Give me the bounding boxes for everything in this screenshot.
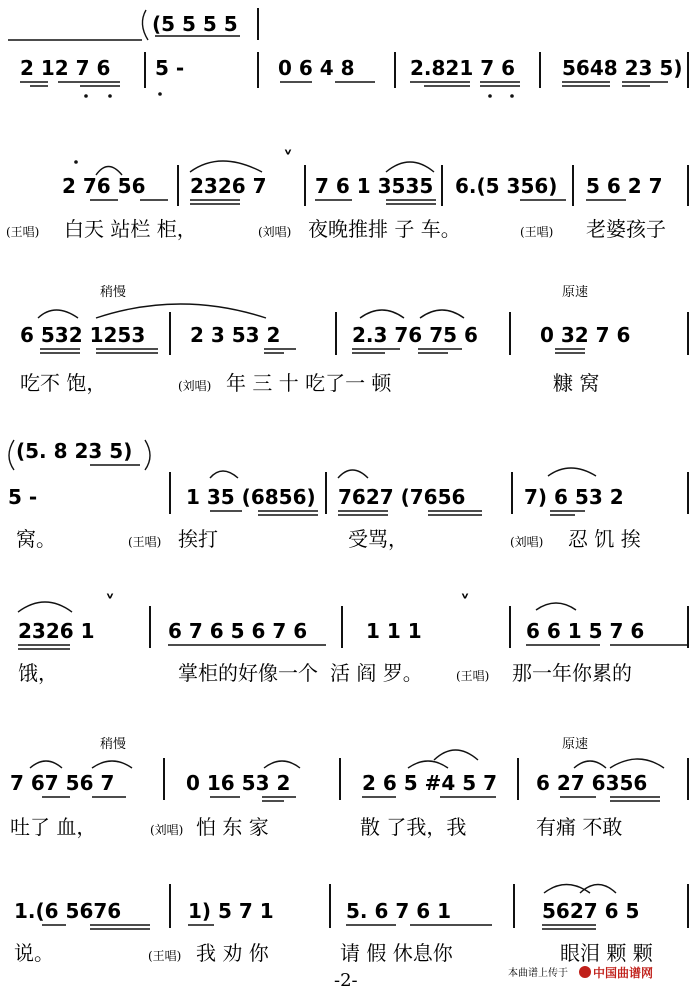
tempo-mark: 原速	[562, 285, 589, 300]
singer-tag: (王唱)	[6, 225, 40, 239]
measure-5-2: 6 7 6 5 6 7 6	[168, 619, 308, 643]
lyric-segment: 忍 饥 挨	[568, 527, 641, 551]
lyric-segment: 掌柜的好像一个	[178, 661, 318, 685]
singer-tag: (王唱)	[520, 225, 554, 239]
lyric-segment: 老婆孩子	[586, 217, 666, 241]
score-row-3	[20, 284, 688, 395]
svg-text:˅: ˅	[105, 591, 115, 615]
measure-1-3: 0 6 4 8	[278, 56, 355, 80]
score-row-5	[18, 591, 688, 685]
measure-3-4: 0 32 7 6	[540, 323, 631, 347]
lyric-segment: 受骂，	[348, 527, 408, 551]
measure-4-4: 7) 6 53 2	[524, 485, 624, 509]
measure-1-2: 5 -	[155, 56, 185, 80]
singer-tag: (王唱)	[456, 669, 490, 683]
lyric-segment: 活 阎 罗。	[330, 661, 423, 685]
site-logo-icon	[579, 966, 591, 978]
lyric-segment: 说。	[14, 941, 54, 965]
tempo-mark: 原速	[562, 737, 589, 752]
score-row-6	[10, 736, 688, 839]
score-row-7	[14, 884, 688, 965]
lyric-segment: 我 劝 你	[196, 941, 269, 965]
lyric-segment: 窝。	[16, 527, 56, 551]
measure-2-4: 6.(5 356)	[455, 174, 558, 198]
singer-tag: (刘唱)	[258, 225, 292, 239]
lyric-segment: 那一年你累的	[512, 661, 632, 685]
measure-2-1: 2 76 56	[62, 174, 146, 198]
singer-tag: (王唱)	[128, 535, 162, 549]
svg-text:˅: ˅	[283, 147, 293, 171]
measure-3-2: 2 3 53 2	[190, 323, 281, 347]
lyric-segment: 夜晚推排 子 车。	[308, 217, 461, 241]
svg-text:吃不 饱， (刘唱) 年 三 十	[20, 371, 599, 395]
measure-2-5: 5 6 2 7	[586, 174, 663, 198]
score-row-4	[8, 439, 688, 551]
lyric-segment: 白天 站栏 柜，	[64, 217, 197, 241]
lyric-segment: 眼泪 颗 颗	[560, 941, 653, 965]
svg-text:窝。 (王唱) 挨打 受	[16, 527, 641, 551]
measure-4-3: 7627 (7656	[338, 485, 466, 509]
measure-7-1: 1.(6 5676	[14, 899, 122, 923]
measure-6-3: 2 6 5 #4 5 7	[362, 771, 498, 795]
measure-6-4: 6 27 6356	[536, 771, 648, 795]
tempo-mark: 稍慢	[100, 737, 127, 752]
lyric-segment: 糠 窝	[553, 371, 600, 395]
footer-upload-note: 本曲谱上传于	[508, 968, 568, 979]
measure-6-2: 0 16 53 2	[186, 771, 291, 795]
measure-3-1: 6 532 1253	[20, 323, 146, 347]
singer-tag: (刘唱)	[510, 535, 544, 549]
lyric-segment: 请 假 休息你	[340, 941, 453, 965]
measure-7-4: 5627 6 5	[542, 899, 640, 923]
svg-text:˅: ˅	[460, 591, 470, 615]
measure-6-1: 7 67 56 7	[10, 771, 115, 795]
measure-2-2: 2326 7	[190, 174, 267, 198]
page-number: -2-	[334, 970, 358, 991]
site-logo-text: 中国曲谱网	[593, 966, 654, 980]
measure-4-1: 5 -	[8, 485, 38, 509]
lyric-segment: 饿，	[18, 661, 58, 685]
lyric-segment: 散 了我，我	[360, 815, 467, 839]
score-row-1	[8, 8, 688, 98]
measure-1-5: 5648 23 5)	[562, 56, 683, 80]
score-row-2	[6, 147, 688, 241]
tempo-mark: 稍慢	[100, 285, 127, 300]
measure-5-3: 1 1 1	[366, 619, 422, 643]
paren-note-group: (5 5 5 5	[152, 12, 238, 36]
measure-2-3: 7 6 1 3535	[315, 174, 434, 198]
measure-7-2: 1) 5 7 1	[188, 899, 274, 923]
measure-1-4: 2.821 7 6	[410, 56, 516, 80]
svg-text:(王唱) 白天 站栏 柜， (刘唱)	[6, 217, 666, 241]
lyric-segment: 怕 东 家	[196, 815, 269, 839]
measure-5-4: 6 6 1 5 7 6	[526, 619, 645, 643]
lyric-segment: 年 三 十 吃了一 顿	[226, 371, 392, 395]
singer-tag: (刘唱)	[178, 379, 212, 393]
lyric-segment: 吃不 饱，	[20, 371, 107, 395]
svg-text:说。 (王唱) 我 劝 你	[14, 941, 654, 965]
measure-4-2: 1 35 (6856)	[186, 485, 316, 509]
lyric-segment: 有痛 不敢	[536, 815, 623, 839]
measure-5-1: 2326 1	[18, 619, 95, 643]
paren-note-group: (5. 8 23 5)	[16, 439, 133, 463]
measure-3-3: 2.3 76 75 6	[352, 323, 478, 347]
svg-text:吐了 血， (刘唱) 怕 东 家	[10, 815, 622, 839]
measure-7-3: 5. 6 7 6 1	[346, 899, 452, 923]
lyric-segment: 吐了 血，	[10, 815, 97, 839]
svg-text:饿， 掌柜的好像一个 活 阎 罗。	[18, 661, 632, 685]
singer-tag: (王唱)	[148, 949, 182, 963]
lyric-segment: 挨打	[178, 527, 218, 551]
measure-1-1: 2 12 7 6	[20, 56, 111, 80]
singer-tag: (刘唱)	[150, 823, 184, 837]
